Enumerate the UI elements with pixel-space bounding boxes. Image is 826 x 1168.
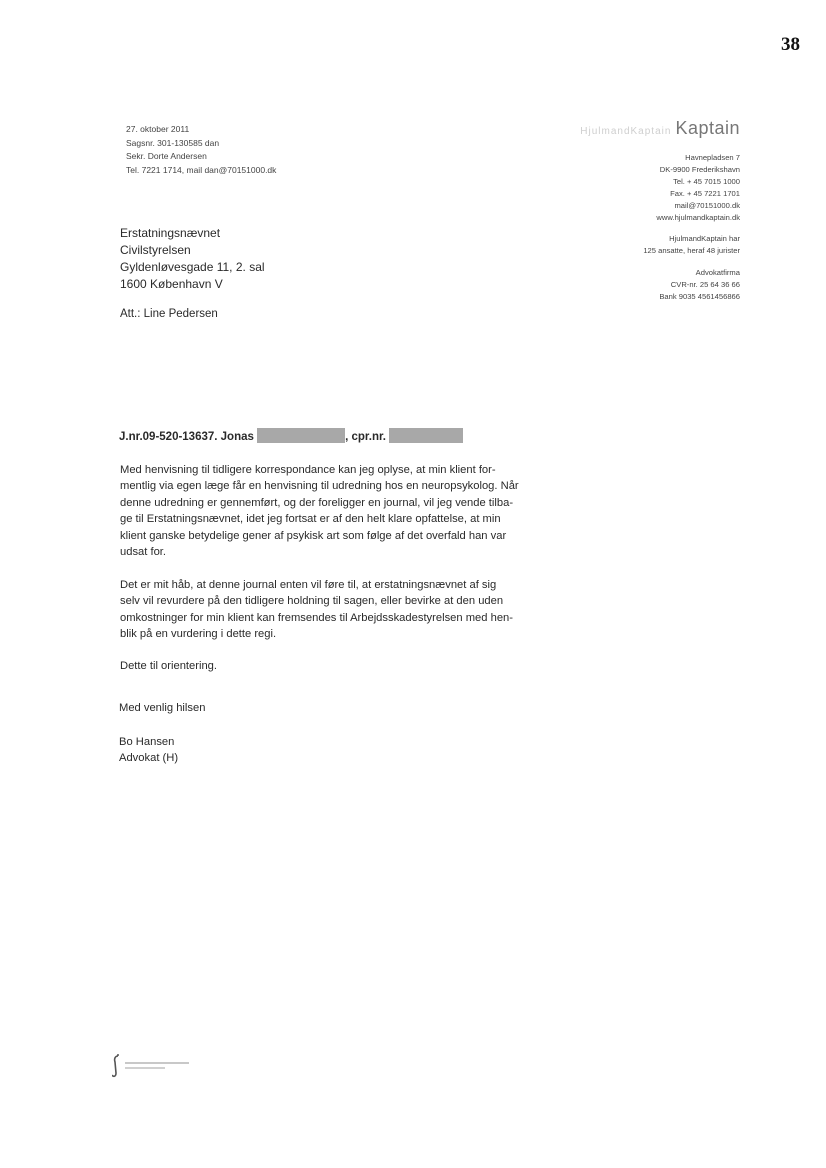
body-paragraph-2 (120, 577, 582, 643)
firm-bank: Bank 9035 4561456866 (659, 292, 740, 301)
firm-address: Havnepladsen 7 (685, 153, 740, 162)
paragraph-line: klient ganske betydelige gener af psykisk art som følge af det overfald han var (120, 529, 507, 542)
redaction-box (389, 428, 463, 443)
paragraph-line: ge til Erstatningsnævnet, idet jeg fortsat er af den helt klare opfattelse, at min (120, 513, 501, 526)
firm-staff-line2: 125 ansatte, heraf 48 jurister (643, 246, 740, 255)
footer-logo-icon (112, 1053, 202, 1079)
logo-text: Kaptain (675, 118, 740, 138)
recipient-address (120, 225, 265, 293)
paragraph-line: udsat for. (120, 546, 167, 559)
attention-line: Att.: Line Pedersen (120, 308, 218, 320)
case-number: Sagsnr. 301-130585 dan (126, 137, 220, 148)
recipient-name: Erstatningsnævnet (120, 226, 221, 240)
firm-tel: Tel. + 45 7015 1000 (673, 177, 740, 186)
firm-fax: Fax. + 45 7221 1701 (670, 189, 740, 198)
paragraph-line: denne udredning er gennemført, og der foreligger en journal, vil jeg vende tilba- (120, 496, 514, 509)
paragraph-line: omkostninger for min klient kan fremsendes til Arbejdsskadestyrelsen med hen- (120, 611, 513, 624)
signer-title: Advokat (H) (119, 752, 179, 764)
closing-note: Dette til orientering. (120, 660, 218, 672)
contact-line: Tel. 7221 1714, mail dan@70151000.dk (126, 164, 277, 175)
subject-prefix: J.nr.09-520-13637. Jonas (119, 431, 258, 443)
redaction-box (257, 428, 345, 443)
firm-city: DK-9900 Frederikshavn (659, 165, 740, 174)
paragraph-line: mentlig via egen læge får en henvisning til udredning hos en neuropsykolog. Når (120, 480, 519, 493)
letter-date: 27. oktober 2011 (126, 124, 190, 134)
firm-cvr: CVR-nr. 25 64 36 66 (670, 280, 740, 289)
recipient-city: 1600 København V (120, 277, 223, 291)
page-number: 38 (781, 34, 800, 55)
firm-web: www.hjulmandkaptain.dk (656, 213, 740, 222)
recipient-org: Civilstyrelsen (120, 243, 191, 257)
firm-mail: mail@70151000.dk (674, 201, 740, 210)
letter-meta (126, 123, 276, 177)
signature-block (119, 734, 178, 766)
paragraph-line: Det er mit håb, at denne journal enten vil føre til, at erstatningsnævnet af sig (120, 579, 497, 591)
paragraph-line: Med henvisning til tidligere korrespondance kan jeg oplyse, at min klient for- (120, 464, 496, 476)
recipient-street: Gyldenløvesgade 11, 2. sal (120, 260, 265, 274)
body-paragraph-1 (120, 462, 582, 560)
signer-name: Bo Hansen (119, 736, 175, 748)
firm-staff-line1: HjulmandKaptain har (669, 234, 740, 243)
subject-line (119, 428, 463, 443)
secretary: Sekr. Dorte Andersen (126, 151, 207, 161)
logo-faint-text: HjulmandKaptain (580, 126, 672, 137)
paragraph-line: selv vil revurdere på den tidligere holdning til sagen, eller bevirke at den uden (120, 595, 504, 608)
firm-logo (580, 118, 740, 139)
firm-type: Advokatfirma (695, 268, 740, 277)
paragraph-line: blik på en vurdering i dette regi. (120, 628, 277, 641)
firm-info (643, 152, 740, 303)
subject-middle: , cpr.nr. (345, 431, 390, 443)
greeting: Med venlig hilsen (119, 702, 206, 714)
